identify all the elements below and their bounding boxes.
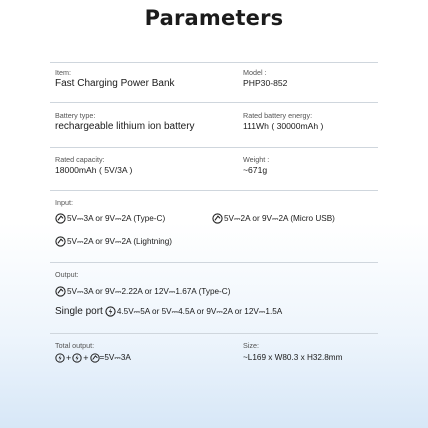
divider xyxy=(50,190,378,191)
divider xyxy=(50,102,378,103)
total-output-line xyxy=(55,353,131,363)
rated-capacity-value: 18000mAh ( 5V/3A ) xyxy=(55,165,133,175)
input-label: Input: xyxy=(55,198,73,207)
weight-field xyxy=(243,155,269,177)
usb-port-icon xyxy=(55,286,66,297)
usb-port-icon xyxy=(212,213,223,224)
single-port-value: 4.5V⎓5A or 5V⎓4.5A or 9V⎓2A or 12V⎓1.5A xyxy=(116,306,283,316)
input-lightning-value: 5V⎓2A or 9V⎓2A (Lightning) xyxy=(67,236,173,246)
rated-energy-value: 111Wh ( 30000mAh ) xyxy=(243,121,324,131)
lightning-port-icon xyxy=(55,353,65,363)
lightning-port-icon xyxy=(55,236,66,247)
output-single-port-line xyxy=(55,306,282,317)
item-field xyxy=(55,68,175,90)
model-value: PHP30-852 xyxy=(243,78,288,88)
weight-label: Weight : xyxy=(243,155,270,164)
output-type-c-line xyxy=(55,286,230,297)
divider xyxy=(50,147,378,148)
size-value: ~L169 x W80.3 x H32.8mm xyxy=(243,353,343,362)
weight-value: ~671g xyxy=(243,165,268,175)
rated-capacity-field xyxy=(55,155,132,177)
battery-type-value: rechargeable lithium ion battery xyxy=(55,121,195,132)
output-label: Output: xyxy=(55,270,79,279)
rated-energy-label: Rated battery energy: xyxy=(243,111,313,120)
input-micro-usb-value: 5V⎓2A or 9V⎓2A (Micro USB) xyxy=(224,213,335,223)
page-title: Parameters xyxy=(144,6,284,30)
model-label: Model : xyxy=(243,68,267,77)
lightning-port-icon xyxy=(105,306,116,317)
size-label: Size: xyxy=(243,341,259,350)
rated-capacity-label: Rated capacity: xyxy=(55,155,105,164)
item-value: Fast Charging Power Bank xyxy=(55,78,175,89)
usb-port-icon xyxy=(55,213,66,224)
rated-energy-field xyxy=(243,111,323,133)
model-field xyxy=(243,68,287,90)
total-output-value: =5V⎓3A xyxy=(99,353,131,362)
battery-type-field xyxy=(55,111,195,133)
input-lightning-line xyxy=(55,236,172,247)
input-micro-usb-line xyxy=(212,213,335,224)
size-line xyxy=(243,353,342,362)
input-type-c-value: 5V⎓3A or 9V⎓2A (Type-C) xyxy=(67,213,166,223)
lightning-port-icon xyxy=(72,353,82,363)
single-port-label: Single port xyxy=(55,306,103,317)
divider xyxy=(50,262,378,263)
input-type-c-line xyxy=(55,213,165,224)
battery-type-label: Battery type: xyxy=(55,111,96,120)
total-output-label: Total output: xyxy=(55,341,95,350)
usb-port-icon xyxy=(90,353,100,363)
divider xyxy=(50,333,378,334)
divider xyxy=(50,62,378,63)
plus-sign: + xyxy=(66,353,72,363)
plus-sign: + xyxy=(83,353,89,363)
output-type-c-value: 5V⎓3A or 9V⎓2.22A or 12V⎓1.67A (Type-C) xyxy=(67,286,231,296)
item-label: Item: xyxy=(55,68,71,77)
